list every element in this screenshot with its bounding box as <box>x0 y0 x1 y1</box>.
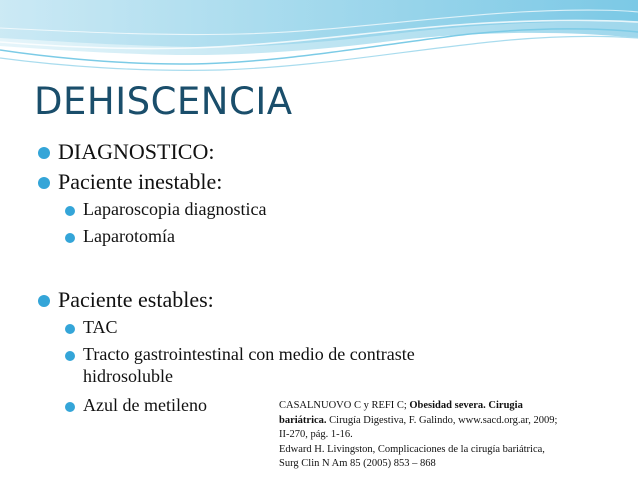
reference-line: Surg Clin N Am 85 (2005) 853 – 868 <box>279 458 436 470</box>
list-item: Laparoscopia diagnostica <box>83 199 267 219</box>
header-wave-decoration <box>0 0 638 80</box>
slide-title: DEHISCENCIA <box>34 80 293 123</box>
list-item: Tracto gastrointestinal con medio de contraste <box>83 344 415 364</box>
bullet-icon <box>65 324 75 334</box>
list-item: Azul de metileno <box>83 395 207 415</box>
bullet-icon <box>38 147 50 159</box>
bullet-icon <box>65 351 75 361</box>
bullet-icon <box>65 233 75 243</box>
list-item: Paciente estables: <box>58 287 214 312</box>
list-item-continuation: hidrosoluble <box>83 366 173 386</box>
list-item: DIAGNOSTICO: <box>58 139 215 164</box>
reference-line: II-270, pág. 1-16. <box>279 429 353 441</box>
bullet-icon <box>38 177 50 189</box>
bullet-icon <box>65 402 75 412</box>
reference-line: Edward H. Livingston, Complicaciones de la cirugía bariátrica, <box>279 443 545 455</box>
list-item: TAC <box>83 317 118 337</box>
list-item: Paciente inestable: <box>58 169 223 194</box>
reference-line: CASALNUOVO C y REFI C; Obesidad severa. Cirugia <box>279 400 523 411</box>
reference-line: bariátrica. Cirugía Digestiva, F. Galindo, www.sacd.org.ar, 2009; <box>279 414 558 426</box>
list-item: Laparotomía <box>83 226 175 246</box>
references-block <box>279 399 631 472</box>
bullet-icon <box>38 295 50 307</box>
bullet-icon <box>65 206 75 216</box>
